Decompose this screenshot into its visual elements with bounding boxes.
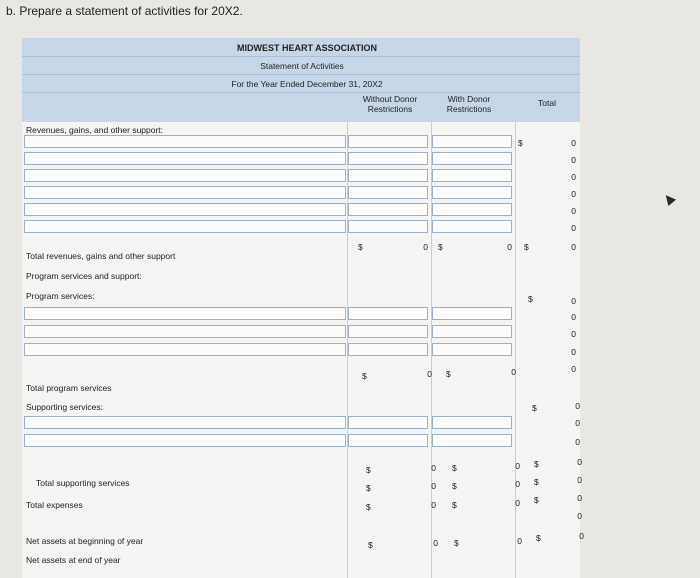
total-value: 0 — [575, 401, 580, 411]
revenue-with-input-4[interactable] — [432, 186, 512, 199]
with-total-value: 0 — [507, 242, 512, 252]
label-total-expenses: Total expenses — [26, 500, 83, 510]
total-value: 0 — [571, 329, 576, 339]
with-total-value: 0 — [517, 536, 522, 546]
label-total-revenues: Total revenues, gains and other support — [26, 251, 176, 261]
total-value: 0 — [571, 347, 576, 357]
without-total-value: 0 — [431, 481, 436, 491]
program-label-input-3[interactable] — [24, 343, 346, 356]
label-total-program: Total program services — [26, 383, 112, 393]
program-label-input-1[interactable] — [24, 307, 346, 320]
total-value: 0 — [575, 418, 580, 428]
revenue-with-input-1[interactable] — [432, 135, 512, 148]
dollar-sign: $ — [438, 242, 443, 252]
revenue-with-input-3[interactable] — [432, 169, 512, 182]
total-value: 0 — [571, 296, 576, 306]
revenue-without-input-3[interactable] — [348, 169, 428, 182]
dollar-sign: $ — [366, 465, 371, 475]
supporting-without-input-2[interactable] — [348, 434, 428, 447]
total-value: 0 — [579, 531, 584, 541]
revenue-with-input-2[interactable] — [432, 152, 512, 165]
dollar-sign: $ — [366, 483, 371, 493]
dollar-sign: $ — [452, 463, 457, 473]
program-with-input-1[interactable] — [432, 307, 512, 320]
revenue-label-input-3[interactable] — [24, 169, 346, 182]
total-value: 0 — [571, 138, 576, 148]
revenue-without-input-6[interactable] — [348, 220, 428, 233]
statement-header — [22, 38, 580, 122]
with-total-value: 0 — [511, 367, 516, 377]
dollar-sign: $ — [534, 477, 539, 487]
revenue-without-input-4[interactable] — [348, 186, 428, 199]
question-text: b. Prepare a statement of activities for 20X2. — [6, 4, 243, 18]
revenue-with-input-6[interactable] — [432, 220, 512, 233]
revenue-label-input-4[interactable] — [24, 186, 346, 199]
dollar-sign: $ — [454, 538, 459, 548]
label-program-services-support: Program services and support: — [26, 271, 142, 281]
total-value: 0 — [577, 475, 582, 485]
without-total-value: 0 — [423, 242, 428, 252]
revenue-label-input-5[interactable] — [24, 203, 346, 216]
supporting-with-input-1[interactable] — [432, 416, 512, 429]
total-value: 0 — [571, 242, 576, 252]
col-without-donor: Without Donor Restrictions — [362, 94, 418, 114]
total-value: 0 — [577, 493, 582, 503]
program-without-input-2[interactable] — [348, 325, 428, 338]
program-with-input-3[interactable] — [432, 343, 512, 356]
program-without-input-3[interactable] — [348, 343, 428, 356]
dollar-sign: $ — [532, 403, 537, 413]
total-value: 0 — [571, 189, 576, 199]
supporting-with-input-2[interactable] — [432, 434, 512, 447]
total-value: 0 — [571, 364, 576, 374]
label-total-supporting: Total supporting services — [36, 478, 130, 488]
revenue-with-input-5[interactable] — [432, 203, 512, 216]
without-total-value: 0 — [431, 500, 436, 510]
dollar-sign: $ — [536, 533, 541, 543]
without-total-value: 0 — [431, 463, 436, 473]
dollar-sign: $ — [528, 294, 533, 304]
with-total-value: 0 — [515, 479, 520, 489]
total-value: 0 — [575, 437, 580, 447]
without-total-value: 0 — [433, 538, 438, 548]
total-value: 0 — [571, 223, 576, 233]
label-net-end: Net assets at end of year — [26, 555, 121, 565]
program-label-input-2[interactable] — [24, 325, 346, 338]
dollar-sign: $ — [534, 495, 539, 505]
program-without-input-1[interactable] — [348, 307, 428, 320]
dollar-sign: $ — [362, 371, 367, 381]
program-with-input-2[interactable] — [432, 325, 512, 338]
total-value: 0 — [571, 206, 576, 216]
label-net-begin: Net assets at beginning of year — [26, 536, 144, 546]
col-total: Total — [538, 98, 556, 108]
revenue-without-input-1[interactable] — [348, 135, 428, 148]
total-value: 0 — [577, 457, 582, 467]
dollar-sign: $ — [518, 138, 523, 148]
org-name: MIDWEST HEART ASSOCIATION — [237, 43, 377, 53]
total-value: 0 — [571, 312, 576, 322]
dollar-sign: $ — [452, 481, 457, 491]
label-revenues: Revenues, gains, and other support: — [26, 125, 164, 135]
with-total-value: 0 — [515, 461, 520, 471]
col-with-donor: With Donor Restrictions — [446, 94, 492, 114]
dollar-sign: $ — [524, 242, 529, 252]
total-value: 0 — [571, 155, 576, 165]
total-value: 0 — [577, 511, 582, 521]
mouse-cursor-icon — [662, 192, 676, 206]
revenue-label-input-1[interactable] — [24, 135, 346, 148]
with-total-value: 0 — [515, 498, 520, 508]
statement-title: Statement of Activities — [260, 61, 344, 71]
dollar-sign: $ — [534, 459, 539, 469]
supporting-without-input-1[interactable] — [348, 416, 428, 429]
dollar-sign: $ — [452, 500, 457, 510]
revenue-label-input-6[interactable] — [24, 220, 346, 233]
revenue-without-input-5[interactable] — [348, 203, 428, 216]
dollar-sign: $ — [368, 540, 373, 550]
dollar-sign: $ — [358, 242, 363, 252]
statement-worksheet — [22, 38, 584, 578]
statement-period: For the Year Ended December 31, 20X2 — [231, 79, 383, 89]
label-supporting: Supporting services: — [26, 402, 104, 412]
dollar-sign: $ — [446, 369, 451, 379]
without-total-value: 0 — [427, 369, 432, 379]
revenue-label-input-2[interactable] — [24, 152, 346, 165]
total-value: 0 — [571, 172, 576, 182]
supporting-label-input-2[interactable] — [24, 434, 346, 447]
supporting-label-input-1[interactable] — [24, 416, 346, 429]
dollar-sign: $ — [366, 502, 371, 512]
label-program-services: Program services: — [26, 291, 95, 301]
revenue-without-input-2[interactable] — [348, 152, 428, 165]
